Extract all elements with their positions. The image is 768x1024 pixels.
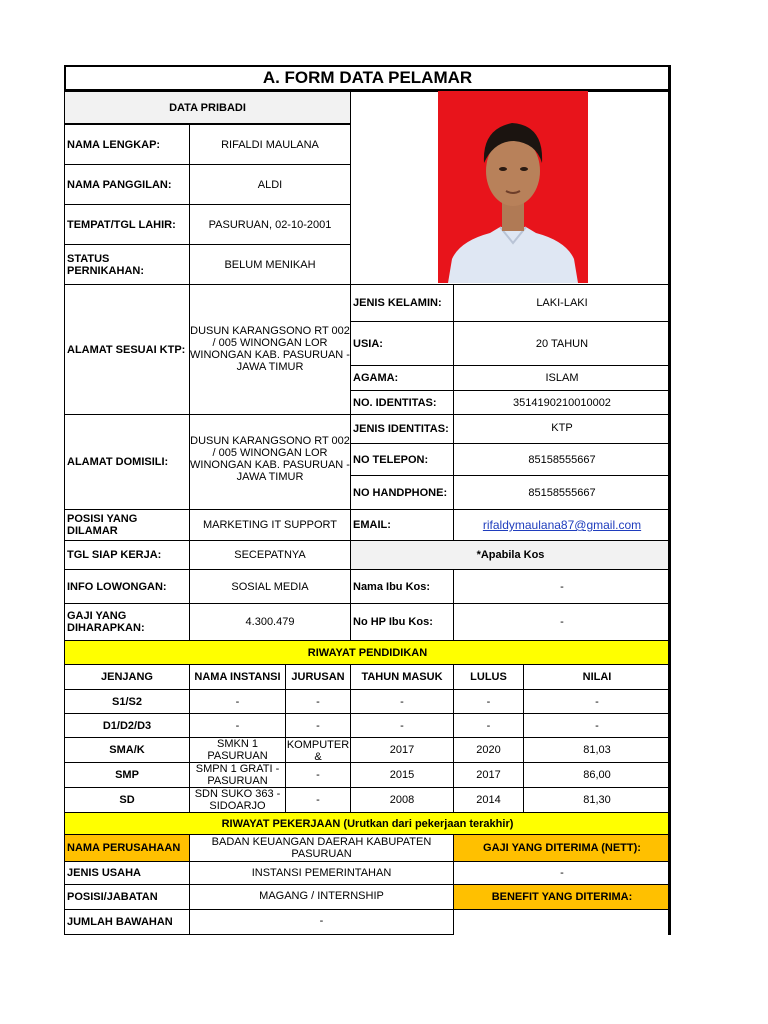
- nama-lengkap-value: RIFALDI MAULANA: [189, 124, 351, 165]
- edu-cell: -: [453, 689, 524, 714]
- hp-ibu-kos-value: -: [453, 603, 671, 641]
- email-link[interactable]: rifaldymaulana87@gmail.com: [482, 518, 642, 532]
- edu-cell: D1/D2/D3: [64, 713, 190, 738]
- jenis-usaha-label: JENIS USAHA: [64, 861, 190, 885]
- no-handphone-value: 85158555667: [453, 475, 671, 510]
- nama-ibu-kos-value: -: [453, 569, 671, 604]
- nama-panggilan-value: ALDI: [189, 164, 351, 205]
- right-border: [668, 65, 671, 935]
- nama-lengkap-label: NAMA LENGKAP:: [64, 124, 190, 165]
- jumlah-bawahan-label: JUMLAH BAWAHAN: [64, 909, 190, 935]
- info-lowongan-label: INFO LOWONGAN:: [64, 569, 190, 604]
- edu-cell: -: [350, 713, 454, 738]
- edu-cell: 81,03: [523, 737, 671, 763]
- jenis-kelamin-label: JENIS KELAMIN:: [350, 284, 454, 322]
- data-pribadi-header: DATA PRIBADI: [64, 91, 351, 124]
- edu-cell: 86,00: [523, 762, 671, 788]
- nama-panggilan-label: NAMA PANGGILAN:: [64, 164, 190, 205]
- edu-cell: 2020: [453, 737, 524, 763]
- no-identitas-value: 3514190210010002: [453, 390, 671, 415]
- edu-cell: 2017: [453, 762, 524, 788]
- nama-perusahaan-value: BADAN KEUANGAN DAERAH KABUPATEN PASURUAN: [189, 834, 454, 862]
- edu-cell: -: [350, 689, 454, 714]
- posisi-label: POSISI YANG DILAMAR: [64, 509, 190, 541]
- edu-cell: SDN SUKO 363 - SIDOARJO: [189, 787, 286, 813]
- tgl-siap-label: TGL SIAP KERJA:: [64, 540, 190, 570]
- edu-cell: -: [285, 689, 351, 714]
- tgl-siap-value: SECEPATNYA: [189, 540, 351, 570]
- edu-cell: 2017: [350, 737, 454, 763]
- benefit-label: BENEFIT YANG DITERIMA:: [453, 884, 671, 910]
- edu-cell: -: [285, 787, 351, 813]
- applicant-photo: [438, 91, 588, 283]
- edu-cell: -: [285, 713, 351, 738]
- edu-cell: -: [189, 713, 286, 738]
- no-handphone-label: NO HANDPHONE:: [350, 475, 454, 510]
- email-value: [453, 509, 671, 541]
- edu-col-instansi: NAMA INSTANSI: [189, 664, 286, 690]
- edu-col-nilai: NILAI: [523, 664, 671, 690]
- no-identitas-label: NO. IDENTITAS:: [350, 390, 454, 415]
- no-telepon-value: 85158555667: [453, 443, 671, 476]
- agama-value: ISLAM: [453, 365, 671, 391]
- edu-col-jenjang: JENJANG: [64, 664, 190, 690]
- edu-cell: KOMPUTER &: [286, 739, 350, 763]
- posisi-value: MARKETING IT SUPPORT: [189, 509, 351, 541]
- alamat-ktp-label: ALAMAT SESUAI KTP:: [64, 284, 190, 415]
- edu-col-jurusan: JURUSAN: [285, 664, 351, 690]
- edu-cell: 2008: [350, 787, 454, 813]
- apabila-kos-header: *Apabila Kos: [350, 540, 671, 570]
- info-lowongan-value: SOSIAL MEDIA: [189, 569, 351, 604]
- alamat-ktp-value: DUSUN KARANGSONO RT 002 / 005 WINONGAN LOR WINONGAN KAB. PASURUAN - JAWA TIMUR: [189, 284, 351, 415]
- gaji-label: GAJI YANG DIHARAPKAN:: [64, 603, 190, 641]
- alamat-domisili-value: DUSUN KARANGSONO RT 002 / 005 WINONGAN LOR WINONGAN KAB. PASURUAN - JAWA TIMUR: [189, 414, 351, 510]
- edu-cell: SMP: [64, 762, 190, 788]
- edu-col-lulus: LULUS: [453, 664, 524, 690]
- gaji-diterima-value: -: [453, 861, 671, 885]
- jenis-kelamin-value: LAKI-LAKI: [453, 284, 671, 322]
- riwayat-pekerjaan-header: RIWAYAT PEKERJAAN (Urutkan dari pekerjaan terakhir): [64, 812, 671, 835]
- usia-value: 20 TAHUN: [453, 321, 671, 366]
- gaji-diterima-label: GAJI YANG DITERIMA (NETT):: [453, 834, 671, 862]
- usia-label: USIA:: [350, 321, 454, 366]
- ttl-label: TEMPAT/TGL LAHIR:: [64, 204, 190, 245]
- edu-cell: -: [523, 689, 671, 714]
- edu-cell: -: [523, 713, 671, 738]
- posisi-jabatan-label: POSISI/JABATAN: [64, 884, 190, 910]
- status-value: BELUM MENIKAH: [189, 244, 351, 285]
- status-label: STATUS PERNIKAHAN:: [64, 244, 190, 285]
- edu-cell: SMA/K: [64, 737, 190, 763]
- jenis-usaha-value: INSTANSI PEMERINTAHAN: [189, 861, 454, 885]
- edu-cell: 2014: [453, 787, 524, 813]
- hp-ibu-kos-label: No HP Ibu Kos:: [350, 603, 454, 641]
- jenis-identitas-label: JENIS IDENTITAS:: [350, 414, 454, 444]
- edu-cell: S1/S2: [64, 689, 190, 714]
- email-label: EMAIL:: [350, 509, 454, 541]
- edu-cell: -: [189, 689, 286, 714]
- nama-ibu-kos-label: Nama Ibu Kos:: [350, 569, 454, 604]
- edu-cell: SD: [64, 787, 190, 813]
- edu-cell: 81,30: [523, 787, 671, 813]
- edu-cell: -: [285, 762, 351, 788]
- edu-cell: SMPN 1 GRATI - PASURUAN: [189, 762, 286, 788]
- alamat-domisili-label: ALAMAT DOMISILI:: [64, 414, 190, 510]
- no-telepon-label: NO TELEPON:: [350, 443, 454, 476]
- nama-perusahaan-label: NAMA PERUSAHAAN: [64, 834, 190, 862]
- agama-label: AGAMA:: [350, 365, 454, 391]
- posisi-jabatan-value: MAGANG / INTERNSHIP: [189, 884, 454, 910]
- gaji-value: 4.300.479: [189, 603, 351, 641]
- jumlah-bawahan-value: -: [189, 909, 454, 935]
- jenis-identitas-value: KTP: [453, 414, 671, 444]
- edu-col-tahun-masuk: TAHUN MASUK: [350, 664, 454, 690]
- ttl-value: PASURUAN, 02-10-2001: [189, 204, 351, 245]
- form-title: A. FORM DATA PELAMAR: [64, 65, 671, 91]
- riwayat-pendidikan-header: RIWAYAT PENDIDIKAN: [64, 640, 671, 665]
- edu-cell: 2015: [350, 762, 454, 788]
- edu-cell: SMKN 1 PASURUAN: [189, 737, 286, 763]
- edu-cell: -: [453, 713, 524, 738]
